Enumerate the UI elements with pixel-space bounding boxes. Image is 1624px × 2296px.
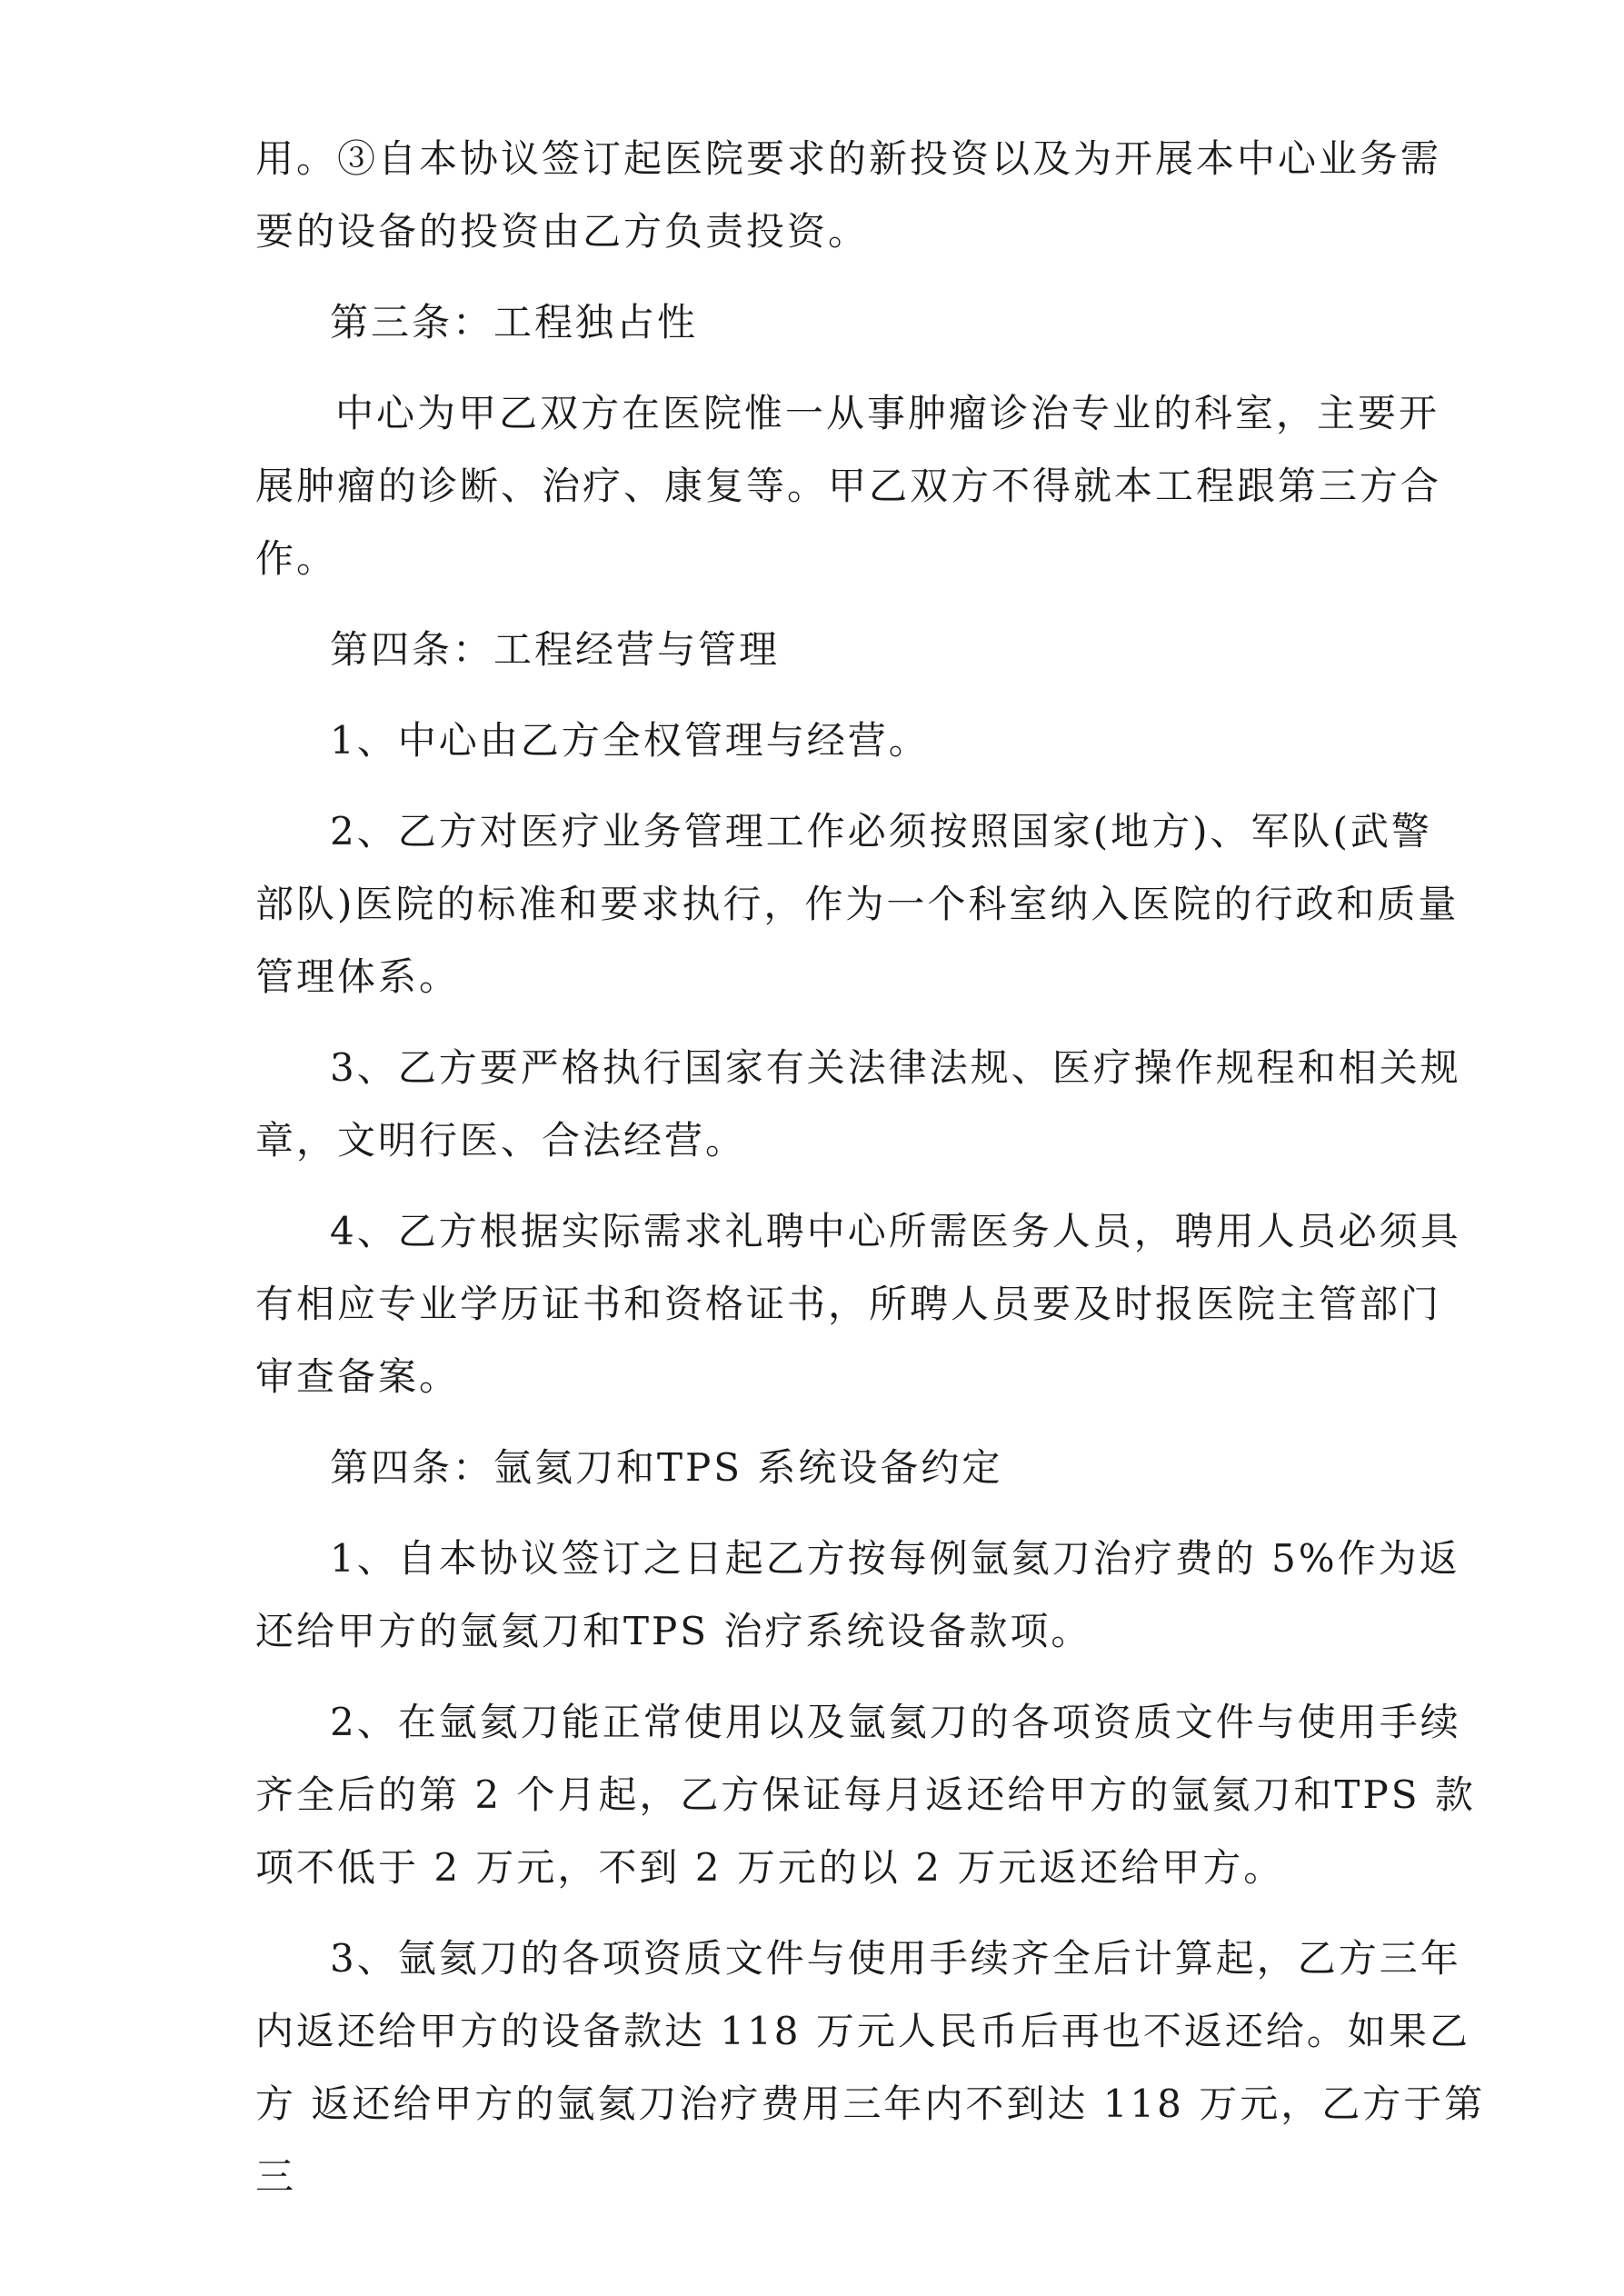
text-line: 1、自本协议签订之日起乙方按每例氩氦刀治疗费的 5%作为返 [330, 1536, 1460, 1581]
text-line: 要的设备的投资由乙方负责投资。 [255, 209, 870, 254]
text-line: 方 返还给甲方的氩氦刀治疗费用三年内不到达 118 万元，乙方于第 [255, 2081, 1486, 2126]
text-line: 展肿瘤的诊断、治疗、康复等。甲乙双方不得就本工程跟第三方合 [255, 464, 1442, 508]
text-line: 用。③自本协议签订起医院要求的新投资以及为开展本中心业务需 [255, 136, 1442, 181]
text-line: 章，文明行医、合法经营。 [255, 1118, 747, 1163]
text-line: 中心为甲乙双方在医院惟一从事肿瘤诊治专业的科室，主要开 [335, 391, 1440, 435]
text-line: 3、氩氦刀的各项资质文件与使用手续齐全后计算起，乙方三年 [330, 1936, 1461, 1981]
section-heading: 第四条：工程经营与管理 [330, 627, 781, 672]
text-line: 作。 [255, 536, 338, 581]
text-line: 齐全后的第 2 个月起，乙方保证每月返还给甲方的氩氦刀和TPS 款 [255, 1772, 1476, 1817]
text-line: 2、在氩氦刀能正常使用以及氩氦刀的各项资质文件与使用手续 [330, 1700, 1461, 1744]
text-line: 部队)医院的标准和要求执行，作为一个科室纳入医院的行政和质量 [255, 882, 1460, 926]
text-line: 有相应专业学历证书和资格证书，所聘人员要及时报医院主管部门 [255, 1282, 1442, 1326]
text-line: 还给甲方的氩氦刀和TPS 治疗系统设备款项。 [255, 1609, 1092, 1653]
text-line: 1、中心由乙方全权管理与经营。 [330, 718, 930, 763]
text-line: 审查备案。 [255, 1354, 461, 1399]
text-line: 管理体系。 [255, 954, 461, 999]
text-line: 2、乙方对医疗业务管理工作必须按照国家(地方)、军队(武警 [330, 809, 1432, 854]
section-heading: 第三条：工程独占性 [330, 300, 699, 344]
text-line: 项不低于 2 万元，不到 2 万元的以 2 万元返还给甲方。 [255, 1845, 1285, 1890]
section-heading: 第四条：氩氦刀和TPS 系统设备约定 [330, 1445, 1003, 1490]
text-line: 4、乙方根据实际需求礼聘中心所需医务人员，聘用人员必须具 [330, 1209, 1461, 1253]
text-line: 三 [255, 2154, 297, 2199]
text-line: 内返还给甲方的设备款达 118 万元人民币后再也不返还给。如果乙 [255, 2009, 1470, 2053]
text-line: 3、乙方要严格执行国家有关法律法规、医疗操作规程和相关规 [330, 1045, 1461, 1090]
